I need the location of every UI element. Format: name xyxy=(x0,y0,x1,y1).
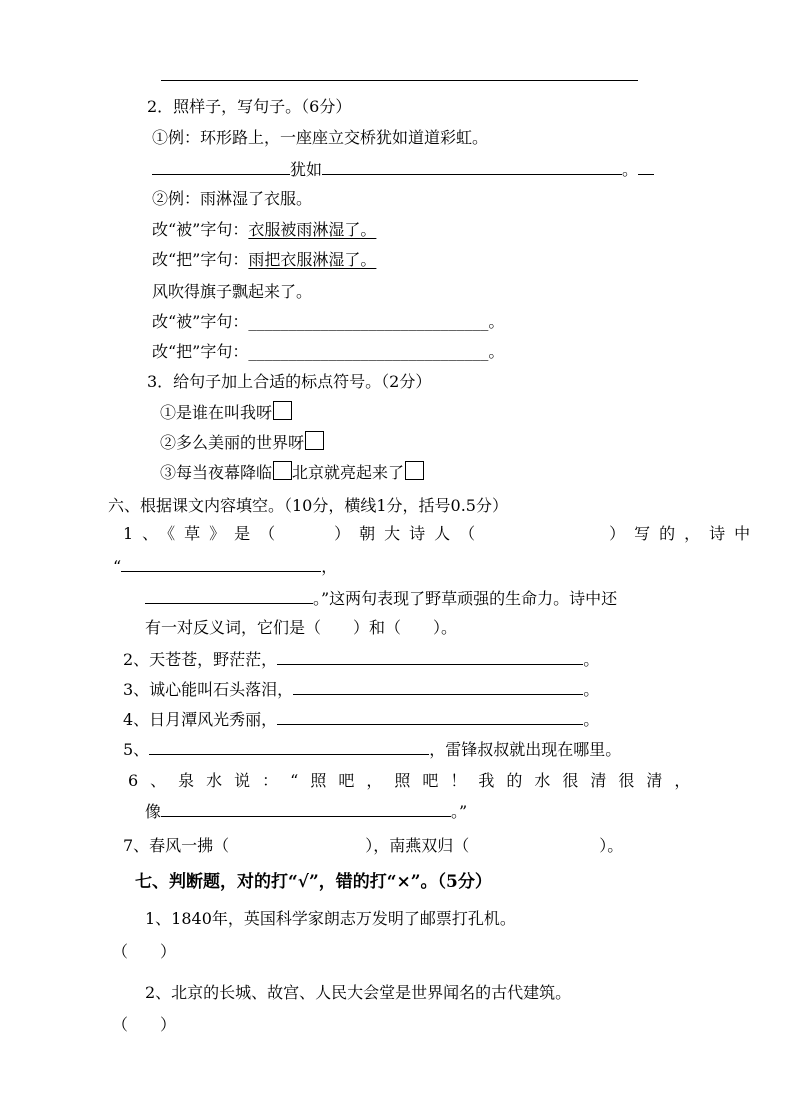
ba-blank[interactable]: ______________________________。 xyxy=(248,342,505,361)
blank-item-4[interactable] xyxy=(277,708,583,725)
s6-item-7 xyxy=(123,835,623,857)
item-4-text: 4、日月潭风光秀丽， xyxy=(123,710,278,729)
q2-title: 2．照样子，写句子。（6分） xyxy=(147,97,352,116)
s6-item-4 xyxy=(123,708,599,731)
s6-item-3 xyxy=(123,678,599,701)
blank-2-tail xyxy=(638,158,654,175)
s6-item-6b xyxy=(145,800,467,823)
punct-box-2[interactable] xyxy=(305,431,324,450)
s7-paren-2[interactable]: （ ） xyxy=(112,1015,177,1034)
punct-box-3[interactable] xyxy=(273,461,292,480)
item-5b: ，雷锋叔叔就出现在哪里。 xyxy=(429,740,622,759)
s6-item-1c xyxy=(145,587,617,610)
item-1c-text: 。”这两句表现了野草顽强的生命力。诗中还 xyxy=(313,589,618,608)
s6-item-2 xyxy=(123,648,599,671)
item-7c: ）。 xyxy=(599,836,624,855)
bei-label: 改“被”字句： xyxy=(152,220,249,239)
q2-example-2: ②例：雨淋湿了衣服。 xyxy=(152,189,313,208)
q2-bei-blank xyxy=(152,311,504,333)
item-2-end: 。 xyxy=(583,650,600,669)
s7-item-2: 2、北京的长城、故宫、人民大会堂是世界闻名的古代建筑。 xyxy=(145,983,572,1002)
blank-item-5[interactable] xyxy=(149,738,429,755)
item-7b: ），南燕双归（ xyxy=(365,836,470,855)
bei-blank-label: 改“被”字句： xyxy=(152,312,249,331)
s6-item-1d: 有一对反义词，它们是（ ）和（ ）。 xyxy=(145,618,458,637)
s6-item-1a: 1、《草》是（ ）朝大诗人（ ）写的，诗中 xyxy=(123,524,760,543)
blank-2[interactable] xyxy=(322,158,622,175)
s7-paren-1[interactable]: （ ） xyxy=(112,942,177,961)
item-3-text: 3、诚心能叫石头落泪， xyxy=(123,680,294,699)
poem-blank-2[interactable] xyxy=(145,587,313,604)
punct-box-4[interactable] xyxy=(405,461,424,480)
q3-sentence-2 xyxy=(160,431,324,454)
item-6c: 。” xyxy=(451,802,468,821)
q3-sentence-3 xyxy=(160,461,424,484)
blank-item-2[interactable] xyxy=(277,648,583,665)
section-6-title: 六、根据课文内容填空。（10分，横线1分，括号0.5分） xyxy=(108,496,508,515)
ba-label: 改“把”字句： xyxy=(152,250,249,269)
ba-answer: 雨把衣服淋湿了。 xyxy=(248,250,377,269)
q2-example-1-blank-line xyxy=(152,158,654,181)
s6-item-6a: 6、泉水说：“照吧，照吧！我的水很清很清， xyxy=(128,771,703,790)
q2-sentence: 风吹得旗子飘起来了。 xyxy=(152,282,313,301)
blank-1[interactable] xyxy=(152,158,290,175)
punct-box-1[interactable] xyxy=(273,401,292,420)
poem-blank-1[interactable] xyxy=(121,555,321,572)
blank-item-6[interactable] xyxy=(161,800,451,817)
q2-example-1: ①例：环形路上，一座座立交桥犹如道道彩虹。 xyxy=(152,128,489,147)
bei-answer: 衣服被雨淋湿了。 xyxy=(248,220,377,239)
s3b-text: 北京就亮起来了 xyxy=(292,463,405,482)
item-2-text: 2、天苍苍，野茫茫， xyxy=(123,650,278,669)
s3a-text: ③每当夜幕降临 xyxy=(160,463,273,482)
item-5a: 5、 xyxy=(123,740,150,759)
q2-ba-blank xyxy=(152,341,504,363)
comma: ， xyxy=(321,557,338,576)
item-3-end: 。 xyxy=(583,680,600,699)
s6-item-5 xyxy=(123,738,621,761)
ex1-mid: 犹如 xyxy=(290,160,323,179)
q3-sentence-1 xyxy=(160,401,292,424)
ex1-end: 。 xyxy=(622,160,639,179)
s2-text: ②多么美丽的世界呀 xyxy=(160,433,305,452)
q2-ba-example xyxy=(152,249,376,271)
s6-item-1b xyxy=(113,555,337,578)
item-4-end: 。 xyxy=(583,710,600,729)
q3-title: 3．给句子加上合适的标点符号。（2分） xyxy=(147,372,432,391)
item-6b: 像 xyxy=(145,802,162,821)
s1-text: ①是谁在叫我呀 xyxy=(160,403,273,422)
bei-blank[interactable]: ______________________________。 xyxy=(248,312,505,331)
s7-item-1: 1、1840年，英国科学家朗志万发明了邮票打孔机。 xyxy=(145,909,516,928)
item-7a: 7、春风一拂（ xyxy=(123,836,230,855)
ba-blank-label: 改“把”字句： xyxy=(152,342,249,361)
top-rule xyxy=(161,80,638,81)
open-quote: “ xyxy=(113,557,122,576)
section-7-title: 七、判断题，对的打“√”，错的打“×”。（5分） xyxy=(135,872,492,892)
q2-bei-example xyxy=(152,219,376,241)
blank-item-3[interactable] xyxy=(293,678,583,695)
